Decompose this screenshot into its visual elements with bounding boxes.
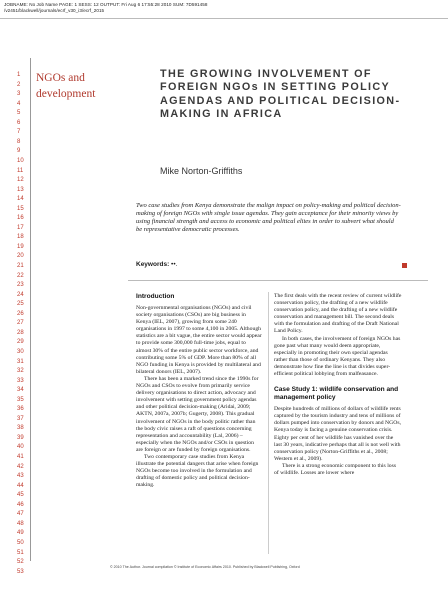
margin-line-number: 40 — [17, 444, 24, 451]
margin-line-number: 19 — [17, 243, 24, 250]
margin-line-number: 27 — [17, 320, 24, 327]
margin-line-number: 50 — [17, 539, 24, 546]
margin-line-number: 16 — [17, 215, 24, 222]
margin-line-number: 46 — [17, 501, 24, 508]
margin-line-number: 23 — [17, 282, 24, 289]
margin-line-number: 32 — [17, 368, 24, 375]
margin-line-number: 43 — [17, 473, 24, 480]
intro-paragraph-2: There has been a marked trend since the 1990s for NGOs and CSOs to evolve from primarily service delivery organisations to direct action, advocacy and involvement with setting government policy agendas and other political decision-making (Aridai, 2009; AKTN, 2007a, 2007b; Gugerty, 2008). This gradual involvement of NGOs in the body politic rather than the body civic raises a raft of questions concerning representation and accountability (Lal, 2006) – especially when the NGOs and/or CSOs in question are foreign or are funded by foreign organisations. — [136, 375, 259, 453]
margin-line-number: 44 — [17, 482, 24, 489]
margin-line-number: 3 — [17, 91, 21, 98]
section-label: NGOs and development — [36, 72, 96, 100]
margin-line-number: 29 — [17, 339, 24, 346]
margin-line-number: 41 — [17, 454, 24, 460]
margin-line-number: 39 — [17, 434, 24, 441]
margin-line-number: 18 — [17, 234, 24, 241]
margin-line-number: 11 — [17, 167, 24, 174]
header-rule — [0, 18, 448, 19]
left-column — [136, 293, 262, 489]
margin-line-number: 45 — [17, 492, 24, 499]
margin-line-number: 36 — [17, 406, 24, 413]
margin-rule — [30, 58, 31, 561]
margin-line-number: 7 — [17, 129, 21, 136]
article-title: THE GROWING INVOLVEMENT OF FOREIGN NGOs IN SETTING POLICY AGENDAS AND POLITICAL DECISION-MAKING IN AFRICA — [160, 68, 401, 121]
margin-line-number: 15 — [17, 205, 24, 212]
margin-line-number: 22 — [17, 272, 24, 279]
margin-line-number: 51 — [17, 549, 24, 556]
margin-line-number: 53 — [17, 568, 24, 575]
margin-line-number: 35 — [17, 396, 24, 403]
margin-line-number: 24 — [17, 291, 24, 298]
margin-line-number: 10 — [17, 157, 24, 164]
margin-line-number: 20 — [17, 253, 24, 260]
job-header-line1: JOBNAME: No Job Name PAGE: 1 SESS: 12 OUTPUT: Fri Aug 6 17:55:28 2010 SUM: 7D591458 — [4, 2, 208, 7]
keywords-value: ••. — [171, 261, 178, 268]
abstract: Two case studies from Kenya demonstrate the malign impact on policy-making and political decision-making of foreign NGOs with single issue agendas. They gain acceptance for their minority views by using financial strength and access to economic and political elites in order to subvert what should be representative democratic processes. — [136, 202, 401, 234]
margin-line-number: 9 — [17, 148, 21, 155]
margin-line-number: 52 — [17, 559, 24, 566]
introduction-heading: Introduction — [136, 293, 175, 300]
margin-line-number: 25 — [17, 301, 24, 308]
margin-line-number: 6 — [17, 119, 21, 126]
abstract-divider — [128, 280, 428, 281]
author-name: Mike Norton-Griffiths — [160, 166, 243, 176]
margin-line-number: 33 — [17, 377, 24, 384]
margin-line-number: 28 — [17, 329, 24, 336]
margin-line-number: 31 — [17, 358, 24, 365]
keywords — [136, 261, 177, 268]
column-gutter — [268, 292, 269, 554]
margin-line-number: 1 — [17, 72, 21, 78]
query-marker — [402, 263, 407, 268]
keywords-label: Keywords: — [136, 261, 170, 268]
margin-line-number: 5 — [17, 110, 21, 117]
margin-line-number: 21 — [17, 263, 24, 269]
margin-line-number: 17 — [17, 224, 24, 231]
margin-line-number: 37 — [17, 415, 24, 422]
margin-line-number: 8 — [17, 138, 21, 145]
right-paragraph-2: In both cases, the involvement of foreign NGOs has gone past what many would deem appropriate, especially in promoting their own special agendas rather than those of ordinary Kenyans. They also demonstrate how fine the line is that divides super-efficient political lobbying from malfeasance. — [274, 335, 401, 378]
margin-line-number: 2 — [17, 81, 21, 88]
margin-line-number: 13 — [17, 186, 24, 193]
margin-line-number: 14 — [17, 196, 24, 203]
job-header-line2: /v2451/blackwell/journals/ecrf_v30_i3/ecrf_2015 — [4, 7, 105, 13]
margin-line-number: 4 — [17, 100, 21, 107]
margin-line-number: 26 — [17, 310, 24, 317]
right-paragraph-1: The first deals with the recent review of current wildlife conservation policy, the drafting of a new wildlife conservation policy, and the drafting of a new wildlife conservation and management bill. The second deals with the formulation and drafting of the Draft National Land Policy. — [274, 293, 402, 335]
margin-line-number: 34 — [17, 387, 24, 394]
intro-paragraph-3: Two contemporary case studies from Kenya illustrate the potential dangers that arise when foreign NGOs become too involved in the formulation and drafting of domestic policy and political decision-making. — [136, 453, 259, 489]
job-header — [4, 2, 424, 13]
margin-line-number: 49 — [17, 530, 24, 537]
margin-line-number: 12 — [17, 177, 24, 184]
case-study-heading: Case Study 1: wildlife conservation and management policy — [274, 386, 399, 402]
margin-line-number: 30 — [17, 348, 24, 355]
case-paragraph-2: There is a strong economic component to this loss of wildlife. Losses are lower where — [274, 462, 397, 476]
margin-line-number: 48 — [17, 520, 24, 527]
intro-paragraph-1: Non-governmental organisations (NGOs) and civil society organisations (CSOs) are big business in Kenya (IEL, 2007), growing from some 240 organisations in 1997 to some 4,100 in 2005. Although statistics are a bit vague, the entire sector would appear to provide some 300,000 full-time jobs, equal to almost 30% of the entire public sector workforce, and contributing some 5% of GDP. More than 80% of all NGO funding in Kenya is provided by multilateral and bilateral donors (IEL, 2007). — [136, 305, 262, 375]
copyright-footer: © 2010 The Author. Journal compilation © Institute of Economic Affairs 2010. Published by Blackwell Publishing, Oxford — [110, 565, 300, 569]
margin-line-number: 47 — [17, 511, 24, 518]
right-column — [274, 293, 402, 477]
margin-line-number: 38 — [17, 425, 24, 432]
case-paragraph-1: Despite hundreds of millions of dollars of wildlife rents captured by the tourism industry and tens of millions of dollars pumped into conservation by donors and NGOs, Kenya today is facing a genuine conservation crisis. Eighty per cent of her wildlife has vanished over the last 30 years, indicative perhaps that all is not well with conservation policy (Norton-Griffiths et al., 2008; Western et al., 2009). — [274, 406, 402, 462]
margin-line-number: 42 — [17, 463, 24, 470]
